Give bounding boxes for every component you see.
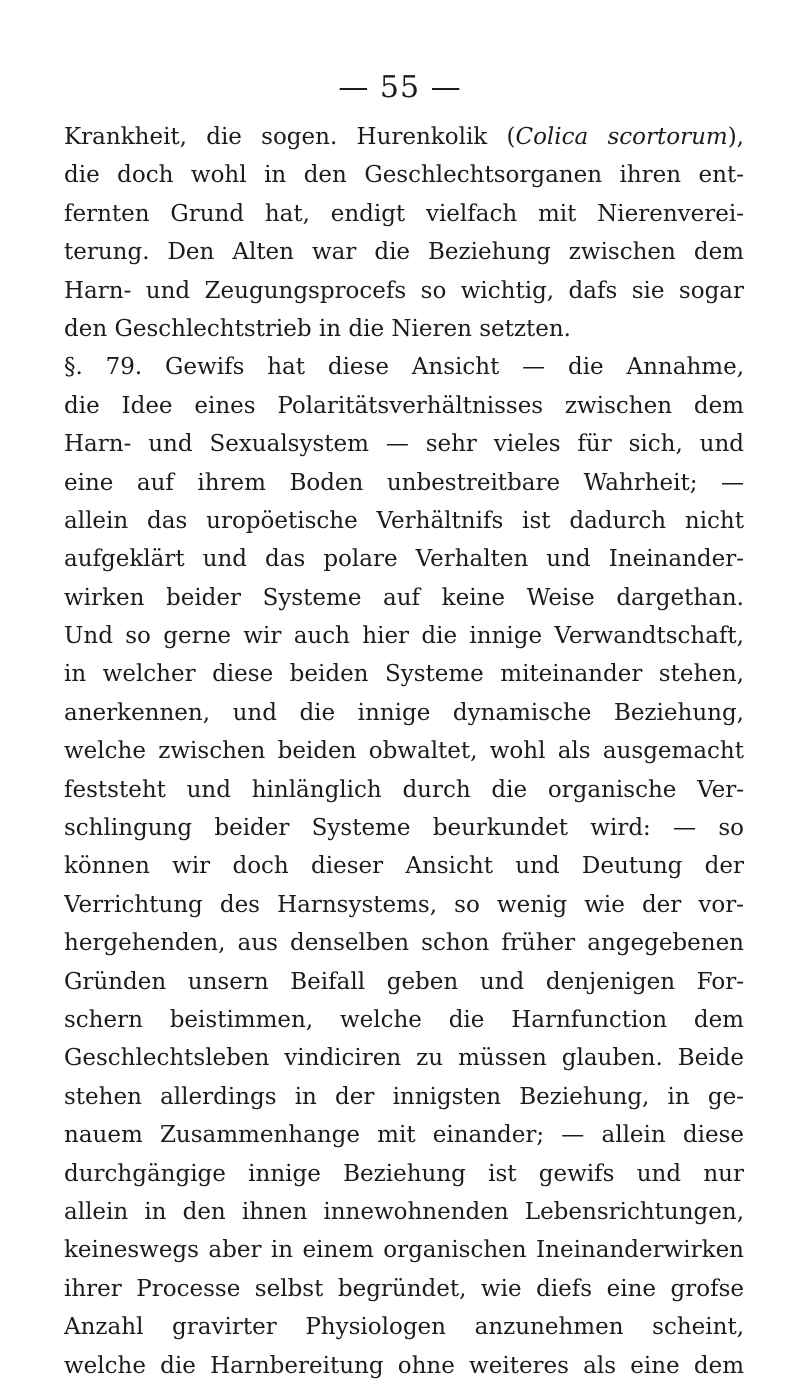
text-line: die doch wohl in den Geschlechtsorganen ihren ent- xyxy=(64,162,744,189)
text-line xyxy=(64,118,744,156)
text-line: den Geschlechtstrieb in die Nieren setzten. xyxy=(64,315,571,342)
text-line: hergehenden, aus denselben schon früher angegebenen xyxy=(64,930,744,957)
text-line: können wir doch dieser Ansicht und Deutung der xyxy=(64,853,744,880)
text-line: Und so gerne wir auch hier die innige Verwandtschaft, xyxy=(64,623,744,650)
text-line: ihrer Processe selbst begründet, wie diefs eine grofse xyxy=(64,1275,744,1302)
text-line: Gründen unsern Beifall geben und denjenigen For- xyxy=(64,968,744,995)
text-line: Harn- und Sexualsystem — sehr vieles für sich, und xyxy=(64,431,744,458)
text-line: Harn- und Zeugungsprocefs so wichtig, dafs sie sogar xyxy=(64,277,744,304)
text-line: welche zwischen beiden obwaltet, wohl als ausgemacht xyxy=(64,738,744,765)
text-line: keineswegs aber in einem organischen Ineinanderwirken xyxy=(64,1237,744,1264)
text-line: durchgängige innige Beziehung ist gewifs und nur xyxy=(64,1160,744,1187)
text-line: stehen allerdings in der innigsten Beziehung, in ge- xyxy=(64,1083,744,1110)
text-line: schern beistimmen, welche die Harnfunction dem xyxy=(64,1006,744,1033)
body-text xyxy=(64,118,744,1385)
text-line: eine auf ihrem Boden unbestreitbare Wahrheit; — xyxy=(64,469,744,496)
text-line: terung. Den Alten war die Beziehung zwischen dem xyxy=(64,239,744,266)
text-line: §. 79. Gewifs hat diese Ansicht — die Annahme, xyxy=(64,354,744,381)
text-line: allein das uropöetische Verhältnifs ist dadurch nicht xyxy=(64,507,744,534)
italic-term: Colica scortorum xyxy=(515,124,728,150)
text-line: fernten Grund hat, endigt vielfach mit Nierenverei- xyxy=(64,200,744,227)
text-line: in welcher diese beiden Systeme miteinander stehen, xyxy=(64,661,744,688)
text-line: wirken beider Systeme auf keine Weise dargethan. xyxy=(64,584,744,611)
text-line: welche die Harnbereitung ohne weiteres als eine dem xyxy=(64,1352,744,1379)
text-line: feststeht und hinlänglich durch die organische Ver- xyxy=(64,776,744,803)
text-line: allein in den ihnen innewohnenden Lebensrichtungen, xyxy=(64,1198,744,1225)
text-line: aufgeklärt und das polare Verhalten und Ineinander- xyxy=(64,546,744,573)
text-line: die Idee eines Polaritätsverhältnisses zwischen dem xyxy=(64,392,744,419)
text-line: nauem Zusammenhange mit einander; — allein diese xyxy=(64,1122,744,1149)
text-line: schlingung beider Systeme beurkundet wird: — so xyxy=(64,815,744,842)
text-run: ), xyxy=(727,124,744,150)
text-line: Geschlechtsleben vindiciren zu müssen glauben. Beide xyxy=(64,1045,744,1072)
text-run: Krankheit, die sogen. Hurenkolik ( xyxy=(64,124,516,150)
page-number: — 55 — xyxy=(338,70,462,105)
text-line: Anzahl gravirter Physiologen anzunehmen scheint, xyxy=(64,1314,744,1341)
text-line: anerkennen, und die innige dynamische Beziehung, xyxy=(64,699,744,726)
text-line: Verrichtung des Harnsystems, so wenig wie der vor- xyxy=(64,891,744,918)
